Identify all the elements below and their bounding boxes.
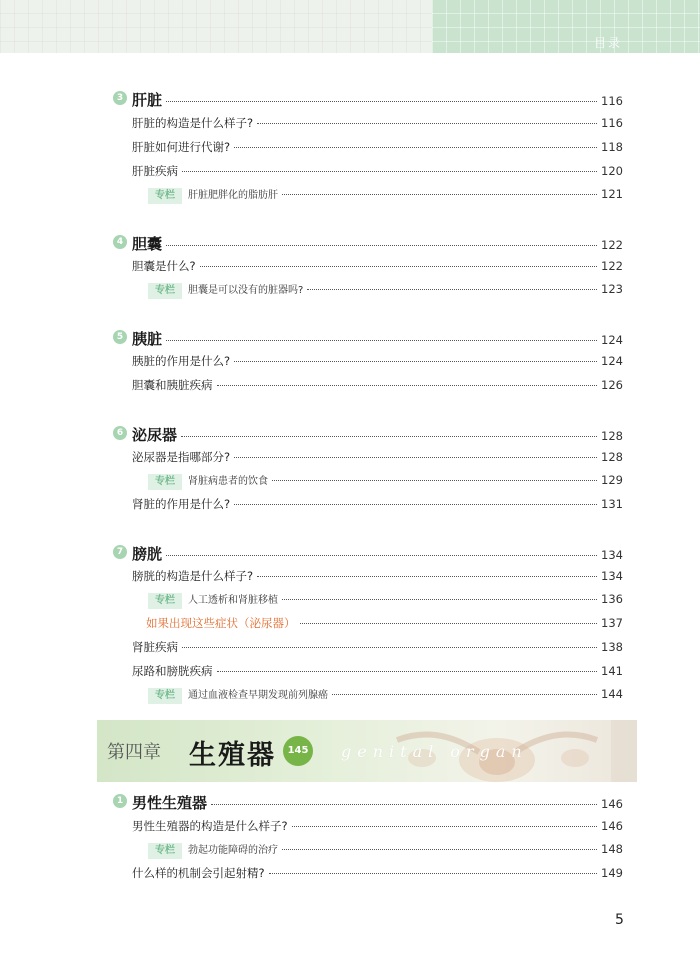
toc-column-entry[interactable] xyxy=(148,591,623,609)
dot-leader xyxy=(234,457,597,458)
entry-title: 肾脏的作用是什么? xyxy=(132,497,231,511)
entry-title: 胰脏的作用是什么? xyxy=(132,354,231,368)
dot-leader xyxy=(269,873,597,874)
page-ref: 128 xyxy=(601,429,623,443)
entry-title: 人工透析和肾脏移植 xyxy=(188,595,278,606)
toc-section[interactable] xyxy=(132,233,623,254)
page-ref: 144 xyxy=(601,687,623,701)
toc-entry[interactable] xyxy=(132,353,623,369)
toc-entry[interactable] xyxy=(132,865,623,881)
page-ref: 138 xyxy=(601,640,623,654)
dot-leader xyxy=(292,826,597,827)
toc-entry[interactable] xyxy=(132,663,623,679)
dot-leader xyxy=(182,171,597,172)
entry-title: 胆囊是什么? xyxy=(132,259,196,273)
page-ref: 122 xyxy=(601,259,623,273)
section-title: 胆囊 xyxy=(132,235,163,253)
page-ref: 126 xyxy=(601,378,623,392)
toc-section[interactable] xyxy=(132,328,623,349)
page-ref: 146 xyxy=(601,797,623,811)
column-tag: 专栏 xyxy=(148,843,182,859)
section-number-badge: 4 xyxy=(113,235,127,249)
dot-leader xyxy=(282,849,597,850)
page-ref: 148 xyxy=(601,842,623,856)
toc-entry[interactable] xyxy=(132,818,623,834)
toc-section[interactable] xyxy=(132,89,623,110)
toc-entry[interactable] xyxy=(132,163,623,179)
page-ref: 116 xyxy=(601,94,623,108)
entry-title: 膀胱的构造是什么样子? xyxy=(132,569,254,583)
page-ref: 129 xyxy=(601,473,623,487)
dot-leader xyxy=(234,504,597,505)
entry-title: 什么样的机制会引起射精? xyxy=(132,866,265,880)
entry-title: 肾脏病患者的饮食 xyxy=(188,476,268,487)
dot-leader xyxy=(300,623,598,624)
page-ref: 116 xyxy=(601,116,623,130)
dot-leader xyxy=(282,599,597,600)
column-tag: 专栏 xyxy=(148,593,182,609)
section-title: 泌尿器 xyxy=(132,426,178,444)
column-tag: 专栏 xyxy=(148,188,182,204)
page-ref: 134 xyxy=(601,548,623,562)
column-tag: 专栏 xyxy=(148,283,182,299)
section-title: 膀胱 xyxy=(132,545,163,563)
toc-symptom-entry[interactable] xyxy=(146,615,623,631)
section-number-badge: 3 xyxy=(113,91,127,105)
page-ref: 120 xyxy=(601,164,623,178)
dot-leader xyxy=(211,804,597,805)
toc-column-entry[interactable] xyxy=(148,281,623,299)
toc-entry[interactable] xyxy=(132,139,623,155)
page-ref: 121 xyxy=(601,187,623,201)
chapter-banner[interactable] xyxy=(97,720,637,782)
entry-title: 胆囊和胰脏疾病 xyxy=(132,378,213,392)
entry-title: 肝脏疾病 xyxy=(132,164,178,178)
dot-leader xyxy=(200,266,597,267)
dot-leader xyxy=(181,436,597,437)
page-ref: 128 xyxy=(601,450,623,464)
toc-column-entry[interactable] xyxy=(148,686,623,704)
dot-leader xyxy=(307,289,597,290)
dot-leader xyxy=(272,480,597,481)
entry-title: 胆囊是可以没有的脏器吗? xyxy=(188,285,304,296)
entry-title: 男性生殖器的构造是什么样子? xyxy=(132,819,288,833)
toc-entry[interactable] xyxy=(132,568,623,584)
dot-leader xyxy=(182,647,597,648)
dot-leader xyxy=(166,101,597,102)
section-number-badge: 1 xyxy=(113,794,127,808)
column-tag: 专栏 xyxy=(148,688,182,704)
toc-column-entry[interactable] xyxy=(148,472,623,490)
page-ref: 124 xyxy=(601,354,623,368)
page-ref: 124 xyxy=(601,333,623,347)
entry-title: 肾脏疾病 xyxy=(132,640,178,654)
page-number: 5 xyxy=(615,912,624,928)
entry-title: 肝脏肥胖化的脂肪肝 xyxy=(188,190,278,201)
page-ref: 131 xyxy=(601,497,623,511)
column-tag: 专栏 xyxy=(148,474,182,490)
section-number-badge: 5 xyxy=(113,330,127,344)
entry-title: 肝脏的构造是什么样子? xyxy=(132,116,254,130)
toc-entry[interactable] xyxy=(132,258,623,274)
page-ref: 134 xyxy=(601,569,623,583)
toc-column-entry[interactable] xyxy=(148,841,623,859)
dot-leader xyxy=(217,671,598,672)
page-ref: 123 xyxy=(601,282,623,296)
dot-leader xyxy=(217,385,598,386)
section-title: 肝脏 xyxy=(132,91,163,109)
dot-leader xyxy=(166,340,597,341)
page-ref: 137 xyxy=(601,616,623,630)
entry-title: 泌尿器是指哪部分? xyxy=(132,450,231,464)
section-number-badge: 6 xyxy=(113,426,127,440)
toc-section[interactable] xyxy=(132,792,623,813)
chapter-title: 生殖器 xyxy=(189,740,276,771)
entry-title: 勃起功能障碍的治疗 xyxy=(188,845,278,856)
dot-leader xyxy=(282,194,597,195)
entry-title: 肝脏如何进行代谢? xyxy=(132,140,231,154)
entry-title: 通过血液检查早期发现前列腺癌 xyxy=(188,690,328,701)
header-title: 目录 xyxy=(593,36,622,50)
page-ref: 141 xyxy=(601,664,623,678)
page-ref: 122 xyxy=(601,238,623,252)
page-ref: 136 xyxy=(601,592,623,606)
dot-leader xyxy=(166,245,597,246)
section-title: 胰脏 xyxy=(132,330,163,348)
dot-leader xyxy=(234,147,597,148)
page-ref: 146 xyxy=(601,819,623,833)
section-number-badge: 7 xyxy=(113,545,127,559)
dot-leader xyxy=(257,123,597,124)
toc-entry[interactable] xyxy=(132,115,623,131)
toc-column-entry[interactable] xyxy=(148,186,623,204)
chapter-subtitle: genital organ xyxy=(341,742,528,761)
dot-leader xyxy=(166,555,597,556)
page-ref: 149 xyxy=(601,866,623,880)
entry-title: 如果出现这些症状（泌尿器） xyxy=(146,616,296,630)
dot-leader xyxy=(257,576,597,577)
toc-entry[interactable] xyxy=(132,496,623,512)
chapter-page-badge: 145 xyxy=(283,736,313,766)
page-ref: 118 xyxy=(601,140,623,154)
toc-entry[interactable] xyxy=(132,377,623,393)
toc-section[interactable] xyxy=(132,424,623,445)
section-title: 男性生殖器 xyxy=(132,794,208,812)
dot-leader xyxy=(332,694,597,695)
dot-leader xyxy=(234,361,597,362)
entry-title: 尿路和膀胱疾病 xyxy=(132,664,213,678)
toc-entry[interactable] xyxy=(132,639,623,655)
toc-section[interactable] xyxy=(132,543,623,564)
toc-entry[interactable] xyxy=(132,449,623,465)
chapter-label: 第四章 xyxy=(107,742,161,763)
